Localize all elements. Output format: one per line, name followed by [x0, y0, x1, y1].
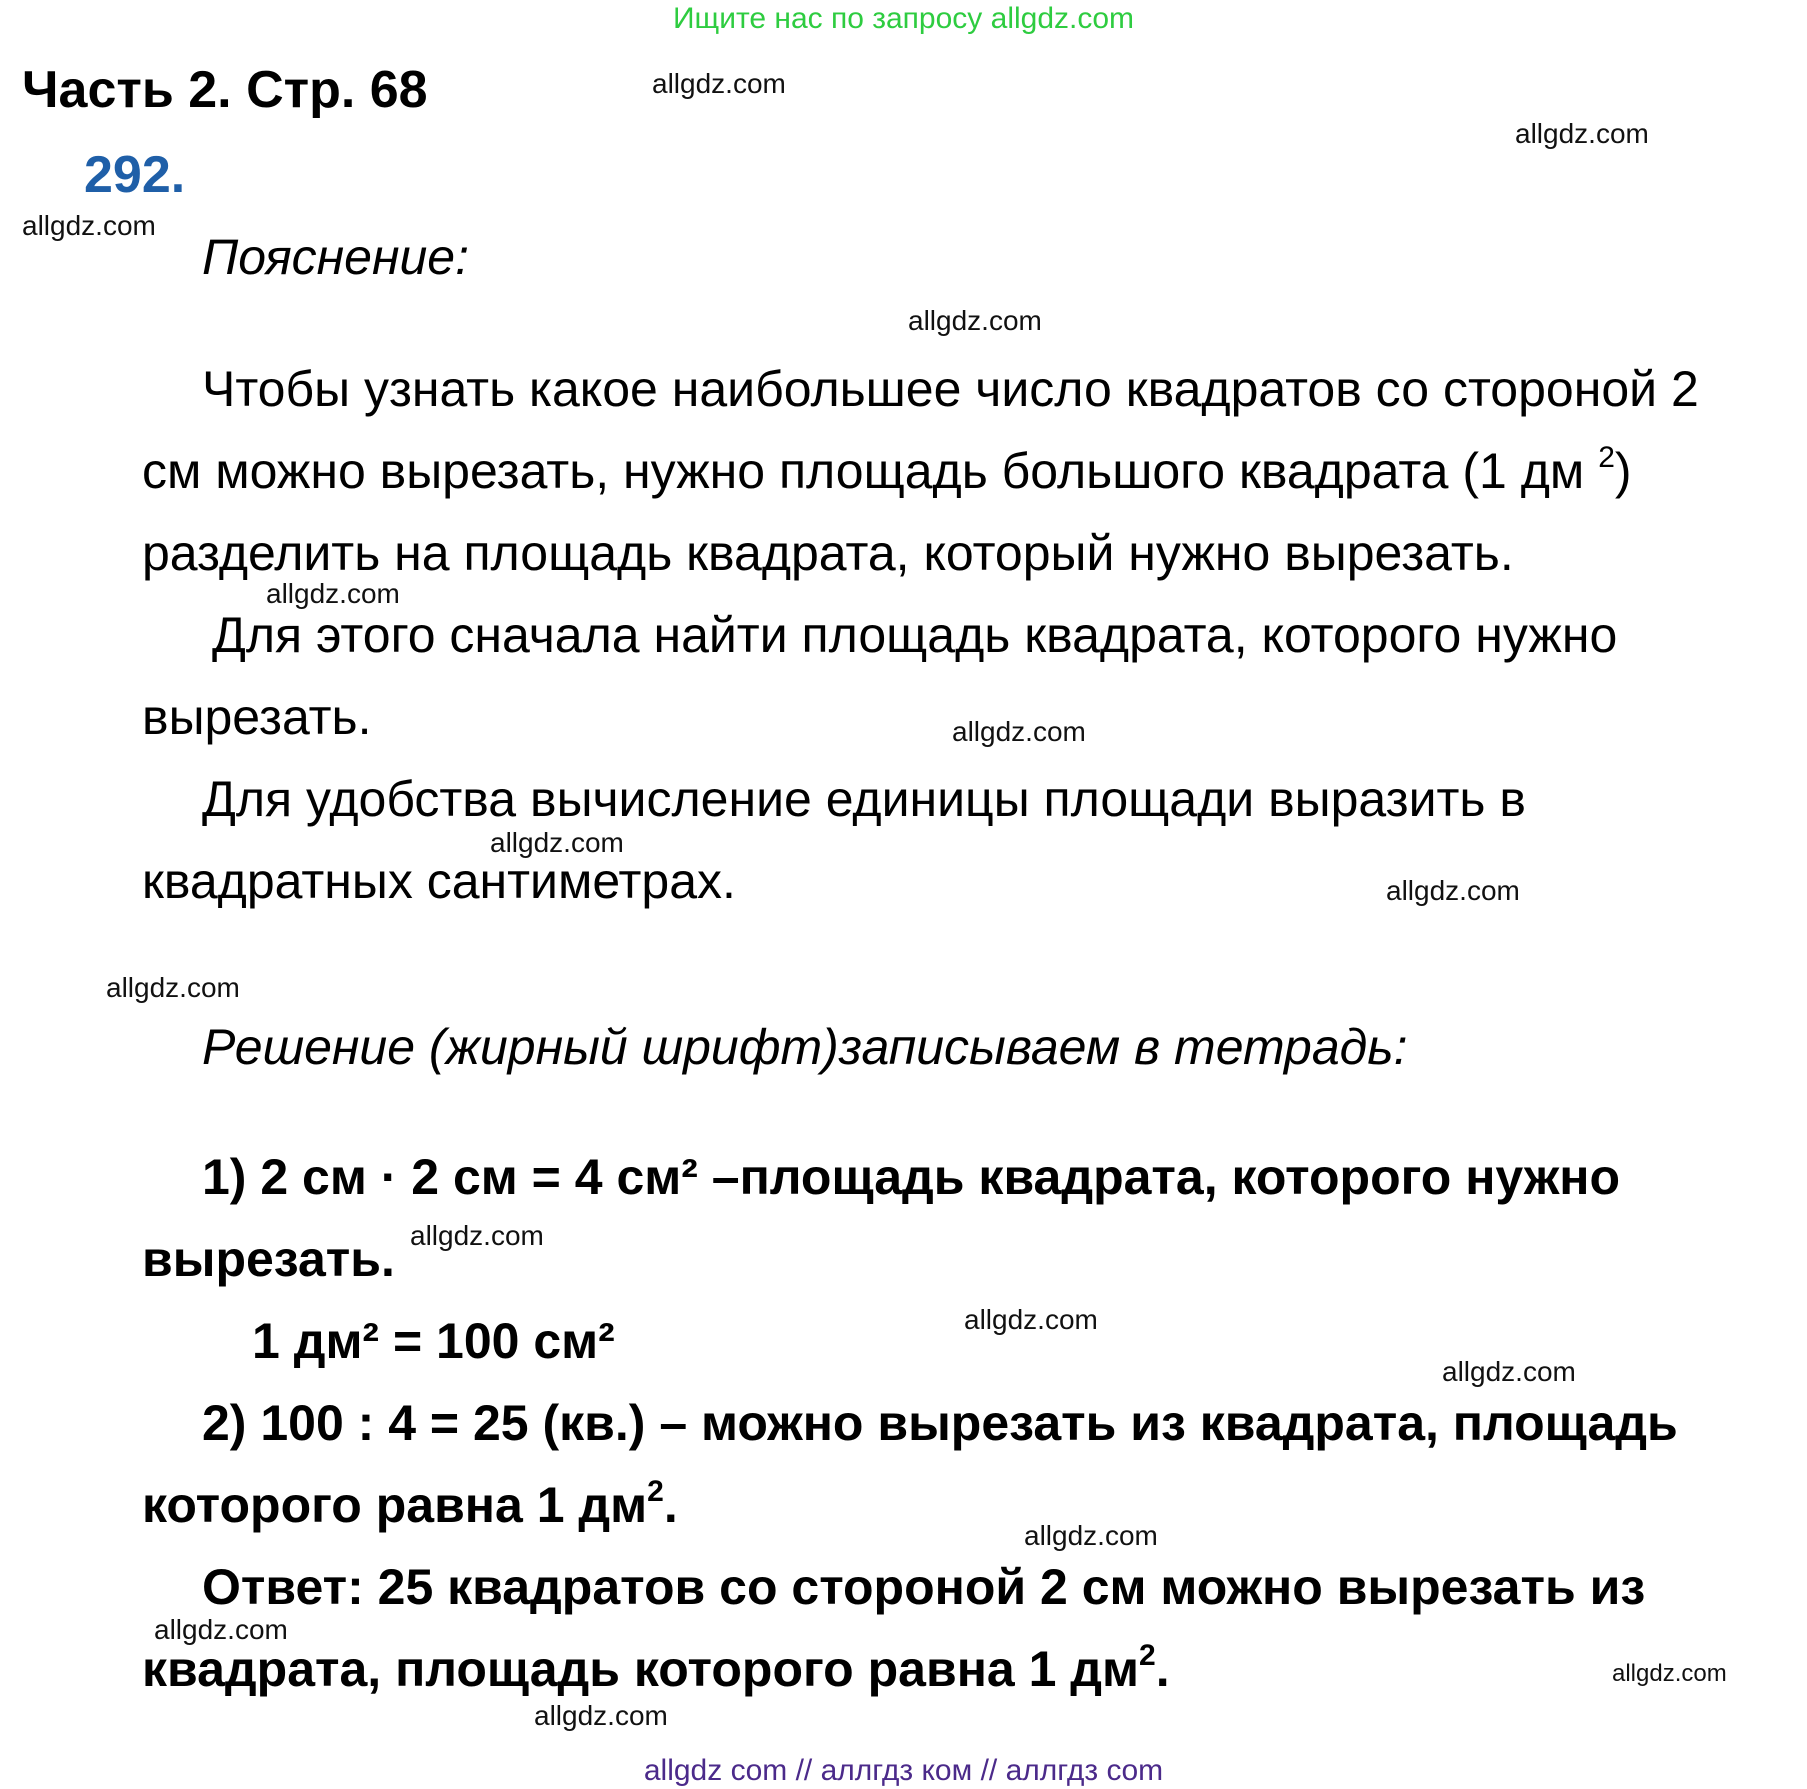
watermark: allgdz.com: [490, 827, 624, 858]
answer-line-cont: [142, 1640, 1170, 1698]
watermark: allgdz.com: [410, 1220, 544, 1251]
step-2-text: которого равна 1 дм: [142, 1477, 648, 1533]
watermark: allgdz.com: [652, 68, 786, 99]
explanation-label: Пояснение:: [202, 229, 469, 285]
top-banner: Ищите нас по запросу allgdz.com: [672, 2, 1135, 35]
explanation-line-5: вырезать.: [142, 689, 372, 745]
explanation-line-1: Чтобы узнать какое наибольшее число квадратов со стороной 2: [202, 361, 1699, 417]
explanation-line-3: разделить на площадь квадрата, который нужно вырезать.: [142, 525, 1514, 581]
solution-step-2: 2) 100 : 4 = 25 (кв.) – можно вырезать из квадрата, площадь: [202, 1395, 1678, 1451]
watermark: allgdz.com: [154, 1614, 288, 1645]
explanation-line-7: квадратных сантиметрах.: [142, 853, 736, 909]
period: .: [1155, 1641, 1170, 1697]
watermark: allgdz.com: [1515, 118, 1649, 149]
watermark: allgdz.com: [266, 578, 400, 609]
period: .: [663, 1477, 678, 1533]
explanation-line-6: Для удобства вычисление единицы площади выразить в: [202, 771, 1526, 827]
page-title: Часть 2. Стр. 68: [22, 61, 428, 119]
watermark: allgdz.com: [908, 305, 1042, 336]
explanation-line-2-text: см можно вырезать, нужно площадь большого квадрата (1 дм: [142, 443, 1585, 499]
solution-step-1: 1) 2 см · 2 см = 4 см² –площадь квадрата, которого нужно: [202, 1149, 1621, 1205]
explanation-line-2: [142, 442, 1632, 500]
watermark: allgdz.com: [22, 210, 156, 241]
answer-line: Ответ: 25 квадратов со стороной 2 см можно вырезать из: [202, 1559, 1646, 1615]
watermark: allgdz.com: [534, 1700, 668, 1731]
task-number: 292.: [84, 146, 186, 204]
watermark: allgdz.com: [964, 1304, 1098, 1335]
unit-conversion: 1 дм² = 100 см²: [252, 1313, 615, 1369]
superscript: 2: [647, 1475, 664, 1508]
footer-banner: allgdz com // аллгдз ком // аллгдз com: [643, 1754, 1164, 1787]
explanation-line-4: Для этого сначала найти площадь квадрата, которого нужно: [212, 607, 1618, 663]
solution-label: Решение (жирный шрифт)записываем в тетрадь:: [202, 1019, 1408, 1075]
superscript: 2: [1598, 441, 1615, 474]
solution-step-1-cont: вырезать.: [142, 1231, 395, 1287]
watermark: allgdz.com: [1442, 1356, 1576, 1387]
watermark: allgdz.com: [106, 972, 240, 1003]
answer-text: квадрата, площадь которого равна 1 дм: [142, 1641, 1140, 1697]
closing-paren: ): [1614, 443, 1632, 499]
watermark: allgdz.com: [1024, 1520, 1158, 1551]
solution-step-2-cont: [142, 1476, 678, 1534]
watermark: allgdz.com: [952, 716, 1086, 747]
watermark: allgdz.com: [1612, 1660, 1727, 1687]
superscript: 2: [1139, 1639, 1156, 1672]
watermark: allgdz.com: [1386, 875, 1520, 906]
